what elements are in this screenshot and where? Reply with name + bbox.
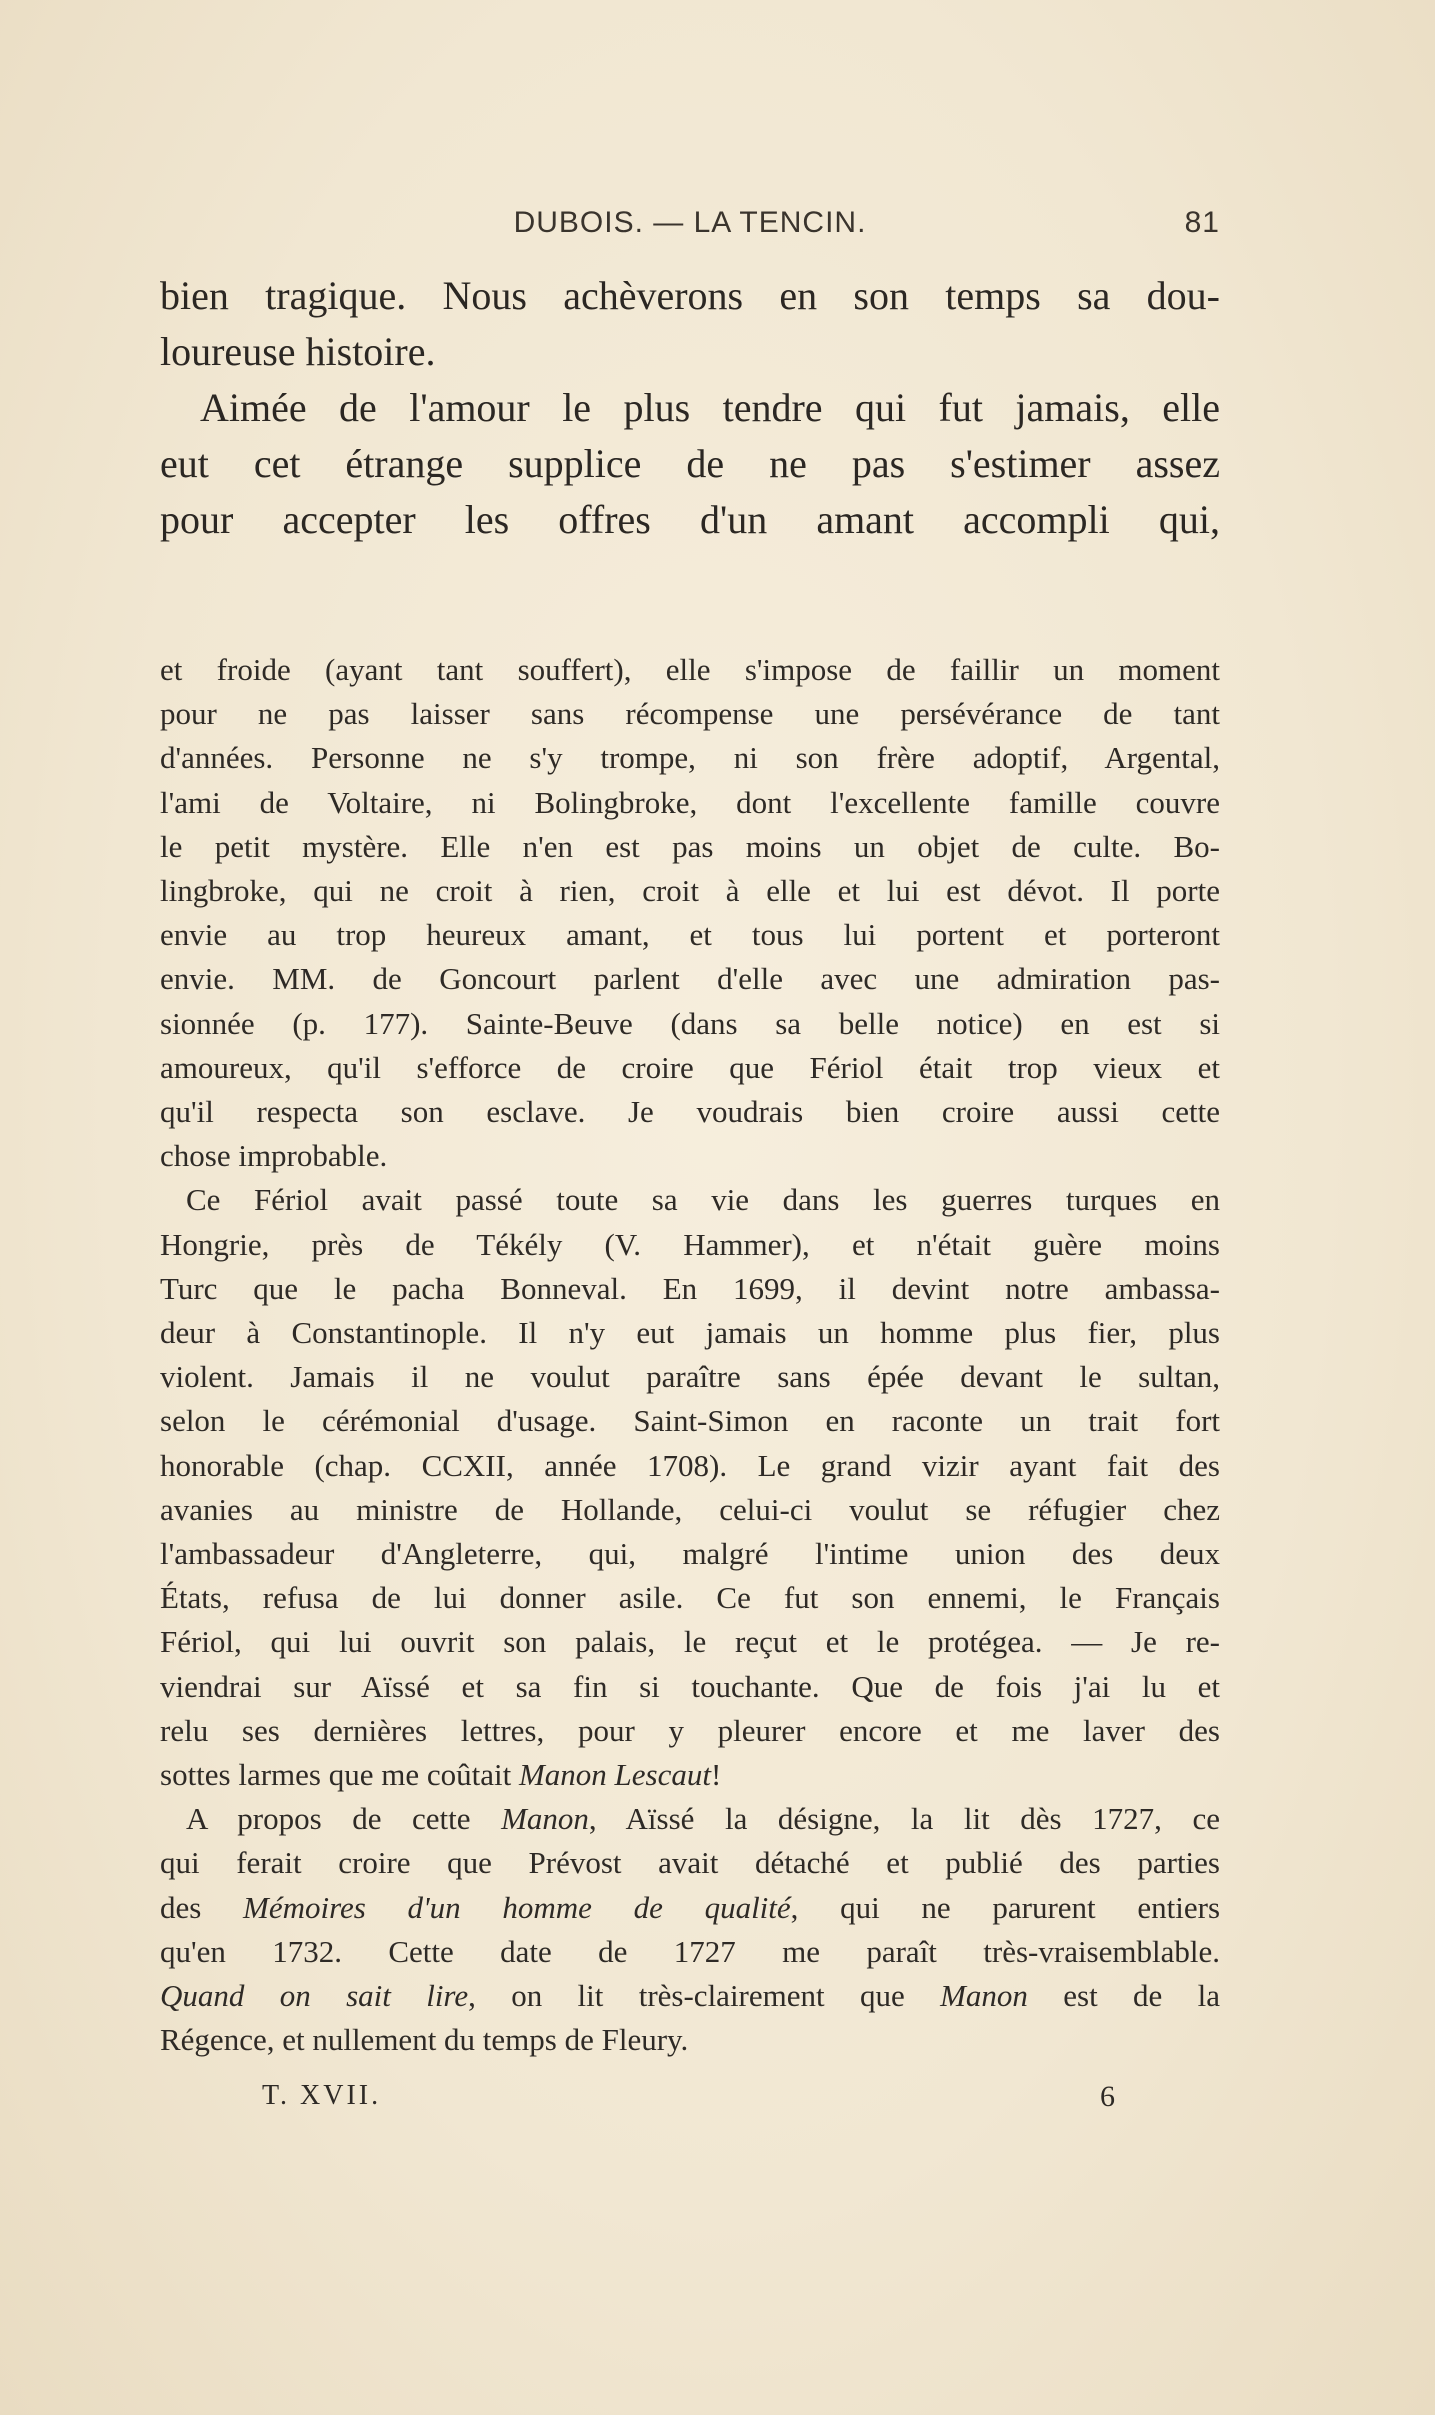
text-line [160, 1753, 1220, 1797]
text-line: Ce Fériol avait passé toute sa vie dans les guerres turques en [186, 1182, 1220, 1218]
text-line: Hongrie, près de Tékély (V. Hammer), et n'était guère moins [160, 1226, 1220, 1262]
text-line [160, 1974, 1220, 2018]
text-line: et froide (ayant tant souffert), elle s'impose de faillir un moment [160, 652, 1220, 687]
text-segment: ! [711, 1757, 722, 1793]
text-line: viendrai sur Aïssé et sa fin si touchante. Que de fois j'ai lu et [160, 1668, 1220, 1704]
text-segment: est de la [1027, 1978, 1221, 2014]
text-line: l'ambassadeur d'Angleterre, qui, malgré l'intime union des deux [160, 1536, 1220, 1572]
text-line: pour accepter les offres d'un amant accompli qui, [160, 497, 1220, 542]
text-line: États, refusa de lui donner asile. Ce fut son ennemi, le Français [160, 1580, 1220, 1616]
text-line: amoureux, qu'il s'efforce de croire que Fériol était trop vieux et [160, 1049, 1220, 1085]
printer-signature: T. XVII. [262, 2080, 382, 2111]
signature-number: 6 [1100, 2080, 1115, 2113]
text-line: relu ses dernières lettres, pour y pleurer encore et me laver des [160, 1712, 1220, 1748]
italic-title: Manon Lescaut [518, 1757, 711, 1793]
text-line: Aimée de l'amour le plus tendre qui fut jamais, elle [200, 385, 1220, 430]
running-title: DUBOIS. — LA TENCIN. [513, 206, 867, 239]
text-segment: , on lit très-clairement que [468, 1978, 941, 2014]
text-line: envie. MM. de Goncourt parlent d'elle avec une admiration pas- [160, 961, 1220, 997]
footnote-block [160, 648, 1220, 2063]
italic-title: Mémoires d'un homme de qualité [243, 1889, 791, 1925]
text-line [160, 1886, 1220, 1930]
text-line: eut cet étrange supplice de ne pas s'estimer assez [160, 441, 1220, 486]
text-line: bien tragique. Nous achèverons en son temps sa dou- [160, 273, 1220, 318]
text-line: envie au trop heureux amant, et tous lui portent et porteront [160, 917, 1220, 953]
text-segment: sottes larmes que me coûtait [160, 1757, 519, 1793]
intro-paragraph [160, 268, 1220, 548]
text-segment: des [160, 1889, 244, 1925]
text-segment: , qui ne parurent entiers [790, 1889, 1221, 1925]
text-line: qu'en 1732. Cette date de 1727 me paraît très-vraisemblable. [160, 1933, 1220, 1969]
text-line: lingbroke, qui ne croit à rien, croit à elle et lui est dévot. Il porte [160, 873, 1220, 909]
text-line: Régence, et nullement du temps de Fleury. [160, 2022, 689, 2058]
text-line: Turc que le pacha Bonneval. En 1699, il devint notre ambassa- [160, 1270, 1220, 1306]
text-line [160, 1797, 1220, 1841]
italic-title: Manon [940, 1978, 1028, 2014]
text-line: avanies au ministre de Hollande, celui-ci voulut se réfugier chez [160, 1491, 1220, 1527]
text-line: le petit mystère. Elle n'en est pas moins un objet de culte. Bo- [160, 828, 1220, 864]
page-number: 81 [1184, 206, 1220, 239]
text-line: l'ami de Voltaire, ni Bolingbroke, dont l'excellente famille couvre [160, 784, 1220, 820]
italic-phrase: Quand on sait lire [160, 1978, 469, 2014]
text-line: honorable (chap. CCXII, année 1708). Le grand vizir ayant fait des [160, 1447, 1220, 1483]
text-line: d'années. Personne ne s'y trompe, ni son frère adoptif, Argental, [160, 740, 1220, 776]
text-line: sionnée (p. 177). Sainte-Beuve (dans sa belle notice) en est si [160, 1005, 1220, 1041]
text-line: qu'il respecta son esclave. Je voudrais bien croire aussi cette [160, 1094, 1220, 1130]
text-segment: , Aïssé la désigne, la lit dès 1727, ce [588, 1801, 1220, 1837]
running-header [160, 206, 1220, 246]
text-segment: A propos de cette [186, 1801, 502, 1837]
text-line: Fériol, qui lui ouvrit son palais, le reçut et le protégea. — Je re- [160, 1624, 1220, 1660]
italic-title: Manon [501, 1801, 589, 1837]
text-line: selon le cérémonial d'usage. Saint-Simon en raconte un trait fort [160, 1403, 1220, 1439]
text-line: loureuse histoire. [160, 329, 436, 374]
text-line: violent. Jamais il ne voulut paraître sans épée devant le sultan, [160, 1359, 1220, 1395]
text-line: deur à Constantinople. Il n'y eut jamais un homme plus fier, plus [160, 1315, 1220, 1351]
text-line: chose improbable. [160, 1138, 388, 1174]
text-line: qui ferait croire que Prévost avait détaché et publié des parties [160, 1845, 1220, 1881]
text-line: pour ne pas laisser sans récompense une persévérance de tant [160, 696, 1220, 732]
